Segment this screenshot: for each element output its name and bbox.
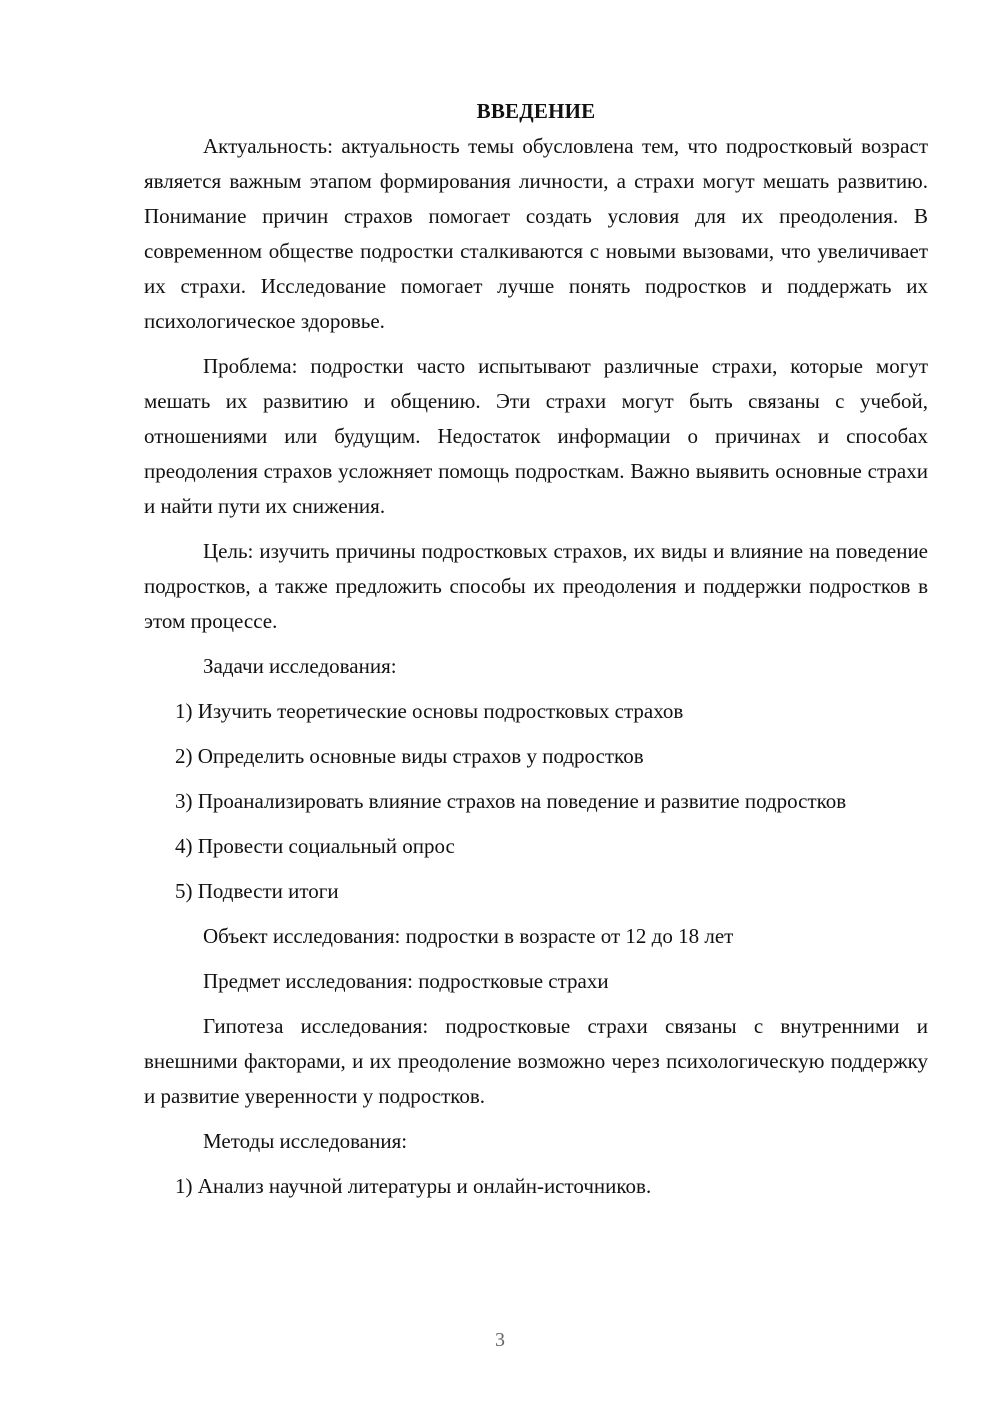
task-item-3: 3) Проанализировать влияние страхов на поведение и развитие подростков [175,789,847,813]
page-number: 3 [495,1329,505,1351]
paragraph-goal: Цель: изучить причины подростковых страхов, их виды и влияние на поведение подростков, а также предложить способы их преодоления и поддержки подростков в этом процессе. [144,539,928,633]
paragraph-object: Объект исследования: подростки в возрасте от 12 до 18 лет [203,924,734,948]
paragraph-tasks-heading: Задачи исследования: [203,654,397,678]
paragraph-hypothesis: Гипотеза исследования: подростковые страхи связаны с внутренними и внешними факторами, и их преодоление возможно через психологическую поддержку и развитие уверенности у подростков. [144,1014,928,1108]
page-content [144,96,928,1214]
task-item-1: 1) Изучить теоретические основы подростковых страхов [175,699,684,723]
paragraph-methods-heading: Методы исследования: [203,1129,408,1153]
task-item-5: 5) Подвести итоги [175,879,339,903]
method-item-1: 1) Анализ научной литературы и онлайн-источников. [175,1174,652,1198]
section-title: ВВЕДЕНИЕ [476,99,596,123]
paragraph-subject: Предмет исследования: подростковые страхи [203,969,609,993]
paragraph-relevance: Актуальность: актуальность темы обусловлена тем, что подростковый возраст является важным этапом формирования личности, а страхи могут мешать развитию. Понимание причин страхов помогает создать условия для их преодоления. В современном обществе подростки сталкиваются с новыми вызовами, что увеличивает их страхи. Исследование помогает лучше понять подростков и поддержать их психологическое здоровье. [144,134,928,333]
paragraph-problem: Проблема: подростки часто испытывают различные страхи, которые могут мешать их развитию и общению. Эти страхи могут быть связаны с учебой, отношениями или будущим. Недостаток информации о причинах и способах преодоления страхов усложняет помощь подросткам. Важно выявить основные страхи и найти пути их снижения. [144,354,928,518]
task-item-4: 4) Провести социальный опрос [175,834,455,858]
task-item-2: 2) Определить основные виды страхов у подростков [175,744,644,768]
